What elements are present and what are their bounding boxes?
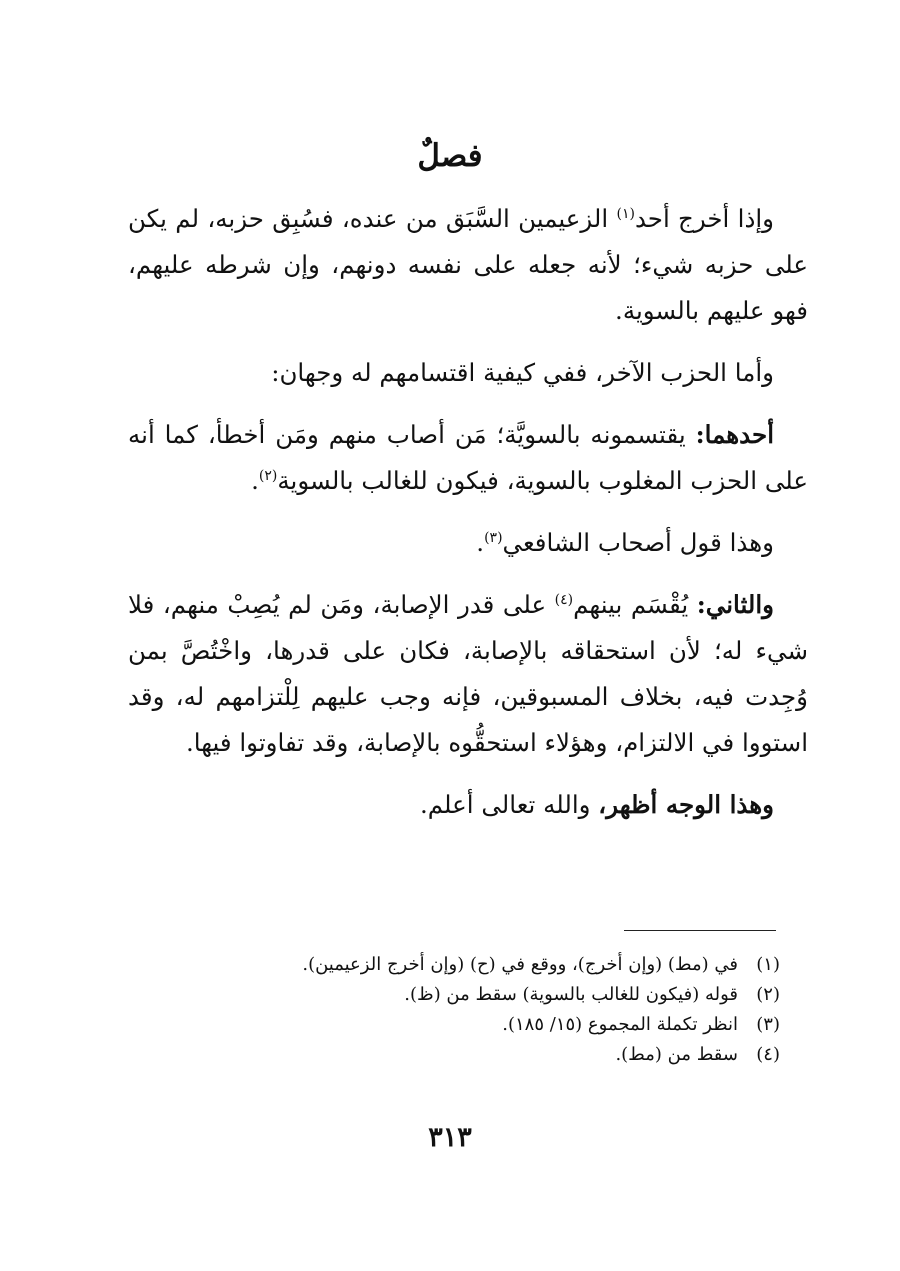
- page-number: ٣١٣: [428, 1122, 472, 1153]
- paragraph-1-text-a: وإذا أخرج أحد: [634, 204, 774, 233]
- footnote-divider: [624, 930, 776, 931]
- footnote-number: (٢): [756, 984, 780, 1005]
- footnote: [150, 1040, 780, 1070]
- footnote-text: في (مط) (وإن أخرج)، ووقع في (ح) (وإن أخرج الزعيمين).: [302, 954, 738, 975]
- main-text: [128, 196, 808, 844]
- paragraph-5: [128, 582, 808, 766]
- paragraph-3-text-b: .: [251, 466, 259, 495]
- footnote-ref-3: (٣): [484, 529, 503, 546]
- paragraph-4-text-a: وهذا قول أصحاب الشافعي: [502, 528, 774, 557]
- paragraph-4-text-b: .: [476, 528, 485, 557]
- footnote-text: انظر تكملة المجموع (١٥/ ١٨٥).: [502, 1014, 738, 1035]
- paragraph-6-lead: وهذا الوجه أظهر،: [598, 790, 774, 819]
- paragraph-1-text-b: الزعيمين السَّبَق من عنده، فسُبِق حزبه، لم يكن على حزبه شيء؛ لأنه جعله على نفسه دونهم، وإن شرطه عليهم، فهو عليهم بالسوية.: [128, 204, 808, 325]
- paragraph-5-text-a: يُقْسَم بينهم: [573, 590, 697, 619]
- section-heading: فصلٌ: [417, 138, 483, 174]
- paragraph-2: وأما الحزب الآخر، ففي كيفية اقتسامهم له وجهان:: [271, 358, 774, 387]
- paragraph-1: [128, 196, 808, 334]
- paragraph-3-lead: أحدهما:: [695, 420, 774, 449]
- footnote: [150, 950, 780, 980]
- paragraph-4: [128, 520, 808, 566]
- paragraph-3-text-a: يقتسمونه بالسويَّة؛ مَن أصاب منهم ومَن أخطأ، كما أنه على الحزب المغلوب بالسوية، فيكون للغالب بالسوية: [128, 420, 808, 495]
- footnote-text: قوله (فيكون للغالب بالسوية) سقط من (ظ).: [404, 984, 738, 1005]
- footnote-text: سقط من (مط).: [615, 1044, 738, 1065]
- footnote-ref-1: (١): [616, 205, 635, 222]
- paragraph-5-text-b: على قدر الإصابة، ومَن لم يُصِبْ منهم، فلا شيء له؛ لأن استحقاقه بالإصابة، فكان على قدرها، واخْتُصَّ بمن وُجِدت فيه، بخلاف المسبوقين، فإنه وجب عليهم لِلْتزامهم له، وقد استووا في الالتزام، وهؤلاء استحقُّوه بالإصابة، وقد تفاوتوا فيها.: [128, 590, 808, 757]
- footnotes: [150, 950, 780, 1070]
- footnote-number: (١): [756, 954, 780, 975]
- footnote: [150, 980, 780, 1010]
- paragraph-3: [128, 412, 808, 504]
- paragraph-6: [128, 782, 808, 828]
- footnote-number: (٣): [756, 1014, 780, 1035]
- footnote-number: (٤): [756, 1044, 780, 1065]
- footnote: [150, 1010, 780, 1040]
- paragraph-5-lead: والثاني:: [696, 590, 774, 619]
- footnote-ref-4: (٤): [554, 591, 574, 608]
- paragraph-6-text: والله تعالى أعلم.: [419, 790, 599, 819]
- footnote-ref-2: (٢): [258, 467, 278, 484]
